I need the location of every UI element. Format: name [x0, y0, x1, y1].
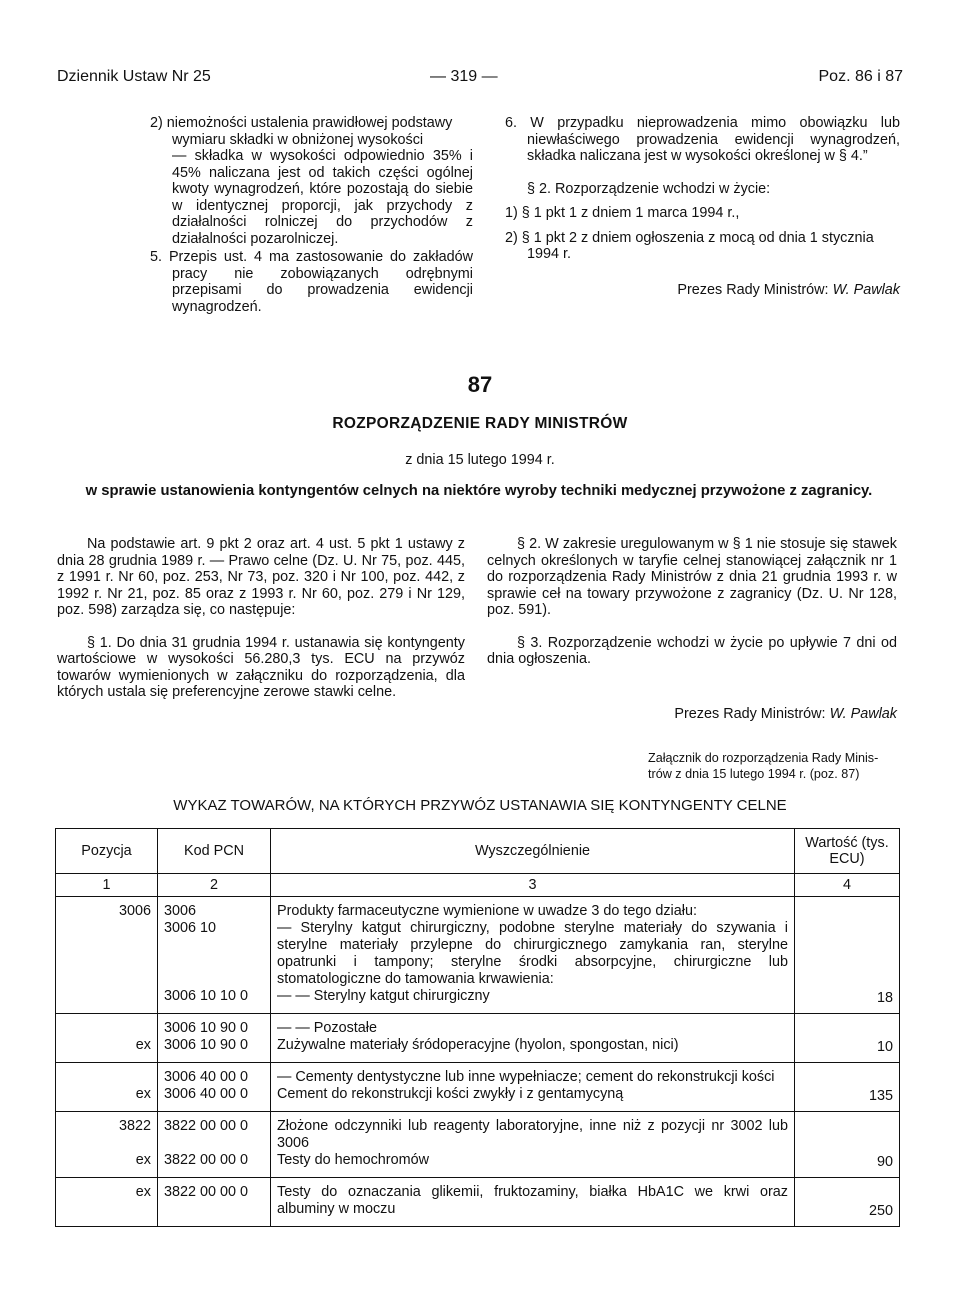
position-cell	[56, 1112, 158, 1178]
par-2: § 2. W zakresie uregulowanym w § 1 nie stosuje się stawek celnych określonych w taryfie celnej stanowiącej załącznik nr 1 do rozporządzenia Rady Ministrów z dnia 21 grudnia 1993 r. w sprawie ceł na towary przywożone z zagranicy (Dz. U. Nr 128, poz. 591).	[487, 536, 897, 618]
cell-line: ex	[135, 1184, 151, 1200]
table-row	[56, 897, 900, 1014]
cell-line	[62, 1069, 151, 1086]
goods-table	[55, 828, 900, 1227]
signature: Prezes Rady Ministrów: W. Pawlak	[674, 705, 897, 722]
cell-line	[62, 920, 151, 937]
annex-note-line: Załącznik do rozporządzenia Rady Minis-	[648, 751, 879, 765]
annex-note	[648, 750, 898, 782]
position-range: Poz. 86 i 87	[818, 68, 903, 85]
value-cell	[795, 1014, 900, 1063]
cell-line: 3006 10 90 0	[164, 1020, 249, 1036]
value-cell	[795, 1063, 900, 1112]
position-cell	[56, 1178, 158, 1227]
description-line: Złożone odczynniki lub reagenty laboratoryjne, inne niż z pozycji nr 3002 lub 3006	[277, 1118, 788, 1151]
cell-line	[62, 1020, 151, 1037]
cell-line	[62, 954, 151, 971]
value-number: 18	[876, 990, 893, 1006]
act-date: z dnia 15 lutego 1994 r.	[405, 452, 555, 468]
description-cell	[271, 897, 795, 1014]
cell-line: 3822 00 00 0	[164, 1184, 249, 1200]
prev-item-6: 6. W przypadku nieprowadzenia mimo obowiązku lub niewłaściwego prowadzenia ewidencji wynagrodzeń, składka naliczana jest w wysokości określonej w § 4.”	[505, 115, 900, 164]
prev-point-1: 1) § 1 pkt 1 z dniem 1 marca 1994 r.,	[505, 205, 740, 221]
act-subject: w sprawie ustanowienia kontyngentów celnych na niektóre wyroby techniki medycznej przywożone z zagranicy.	[85, 483, 873, 499]
cell-line: 3006 10 10 0	[164, 988, 249, 1004]
cell-line: 3006 40 00 0	[164, 1069, 249, 1085]
cell-line: 3006	[118, 903, 151, 919]
journal-title: Dziennik Ustaw Nr 25	[57, 68, 211, 85]
header-position: Pozycja	[56, 829, 158, 874]
cell-line	[164, 954, 264, 971]
prev-act-right-column	[505, 115, 900, 298]
prev-item-5: 5. Przepis ust. 4 ma zastosowanie do zakładów pracy nie zobowiązanych odrębnymi przepisami do prowadzenia ewidencji wynagrodzeń.	[150, 249, 473, 315]
column-number: 1	[56, 874, 158, 897]
pcn-code-cell	[158, 1063, 271, 1112]
par-1: § 1. Do dnia 31 grudnia 1994 r. ustanawia się kontyngenty wartościowe w wysokości 56.280,3 tys. ECU na przywóz towarów wymienionych w załączniku do rozporządzenia, dla których ustala się preferencyjne zerowe stawki celne.	[57, 634, 465, 700]
annex-note-line: trów z dnia 15 lutego 1994 r. (poz. 87)	[648, 767, 860, 781]
prev-signature: Prezes Rady Ministrów: W. Pawlak	[677, 281, 900, 298]
par-3: § 3. Rozporządzenie wchodzi w życie po upływie 7 dni od dnia ogłoszenia.	[487, 634, 897, 667]
position-cell	[56, 897, 158, 1014]
cell-line	[164, 971, 264, 988]
page-number: — 319 —	[430, 68, 498, 85]
column-number: 4	[795, 874, 900, 897]
cell-line: ex	[135, 1037, 151, 1053]
description-line: — Sterylny katgut chirurgiczny, podobne sterylne materiały do szywania i sterylne materiały przylepne do chirurgicznego zamykania ran, sterylne opatrunki i tampony; sterylne środki absorpcyjne, chirurgiczne lub stomatologiczne do tamowania krwawienia:	[277, 920, 788, 987]
cell-line	[164, 1135, 264, 1152]
cell-line: 3006	[164, 903, 197, 919]
cell-line: 3822 00 00 0	[164, 1152, 249, 1168]
table-row	[56, 1063, 900, 1112]
act-left-column	[57, 536, 465, 701]
cell-line	[62, 1135, 151, 1152]
description-line: Zużywalne materiały śródoperacyjne (hyolon, spongostan, nici)	[277, 1037, 679, 1053]
cell-line: 3822 00 00 0	[164, 1118, 249, 1134]
value-cell	[795, 1178, 900, 1227]
value-cell	[795, 897, 900, 1014]
table-row	[56, 1178, 900, 1227]
position-cell	[56, 1014, 158, 1063]
description-cell	[271, 1112, 795, 1178]
preamble: Na podstawie art. 9 pkt 2 oraz art. 4 ust. 5 pkt 1 ustawy z dnia 28 grudnia 1989 r. — Prawo celne (Dz. U. Nr 75, poz. 445, z 1991 r. Nr 60, poz. 253, Nr 73, poz. 320 i Nr 100, poz. 442, z 1992 r. Nr 21, poz. 85 oraz z 1993 r. Nr 60, poz. 279 i Nr 129, poz. 598) zarządza się, co następuje:	[57, 536, 465, 618]
description-line: — — Pozostałe	[277, 1020, 377, 1036]
annex-title: WYKAZ TOWARÓW, NA KTÓRYCH PRZYWÓZ USTANAWIA SIĘ KONTYNGENTY CELNE	[173, 797, 787, 814]
cell-line: ex	[135, 1086, 151, 1102]
prev-par-2: § 2. Rozporządzenie wchodzi w życie:	[527, 180, 771, 197]
cell-line	[62, 988, 151, 1005]
value-cell	[795, 1112, 900, 1178]
description-cell	[271, 1178, 795, 1227]
description-line: — Cementy dentystyczne lub inne wypełniacze; cement do rekonstrukcji kości	[277, 1069, 775, 1085]
cell-line: 3006 10 90 0	[164, 1037, 249, 1053]
prev-item-2-dash: — składka w wysokości odpowiednio 35% i 45% naliczana jest od takich części ogólnej kwoty wynagrodzeń, które pozostają do siebie w identycznej proporcji, jak przychody z działalności rolniczej do przychodów z działalności pozarolniczej.	[172, 148, 473, 247]
act-number: 87	[467, 372, 493, 397]
description-line: Testy do oznaczania glikemii, fruktozaminy, białka HbA1C we krwi oraz albuminy w moczu	[277, 1184, 788, 1217]
description-line: — — Sterylny katgut chirurgiczny	[277, 988, 490, 1004]
pcn-code-cell	[158, 897, 271, 1014]
cell-line: 3006 40 00 0	[164, 1086, 249, 1102]
value-number: 90	[876, 1154, 893, 1170]
pcn-code-cell	[158, 1178, 271, 1227]
header-code: Kod PCN	[158, 829, 271, 874]
cell-line	[62, 937, 151, 954]
act-title: ROZPORZĄDZENIE RADY MINISTRÓW	[332, 415, 628, 432]
column-number: 2	[158, 874, 271, 897]
cell-line	[164, 937, 264, 954]
value-number: 135	[868, 1088, 893, 1104]
prev-point-2: 2) § 1 pkt 2 z dniem ogłoszenia z mocą od dnia 1 stycznia 1994 r.	[505, 229, 874, 262]
description-cell	[271, 1014, 795, 1063]
cell-line	[62, 971, 151, 988]
cell-line: 3006 10	[164, 920, 217, 936]
cell-line: 3822	[118, 1118, 151, 1134]
prev-item-2: 2) niemożności ustalenia prawidłowej podstawy wymiaru składki w obniżonej wysokości	[150, 115, 453, 148]
column-number: 3	[271, 874, 795, 897]
pcn-code-cell	[158, 1014, 271, 1063]
description-cell	[271, 1063, 795, 1112]
prev-act-left-column	[150, 115, 473, 315]
position-cell	[56, 1063, 158, 1112]
table-row	[56, 1112, 900, 1178]
description-line: Produkty farmaceutyczne wymienione w uwadze 3 do tego działu:	[277, 903, 697, 919]
cell-line: ex	[135, 1152, 151, 1168]
description-line: Cement do rekonstrukcji kości zwykły i z gentamycyną	[277, 1086, 624, 1102]
table-row	[56, 1014, 900, 1063]
header-description: Wyszczególnienie	[271, 829, 795, 874]
act-right-column	[487, 536, 897, 722]
description-line: Testy do hemochromów	[277, 1152, 429, 1168]
pcn-code-cell	[158, 1112, 271, 1178]
header-value: Wartość (tys. ECU)	[795, 829, 900, 874]
value-number: 10	[876, 1039, 893, 1055]
value-number: 250	[868, 1203, 893, 1219]
